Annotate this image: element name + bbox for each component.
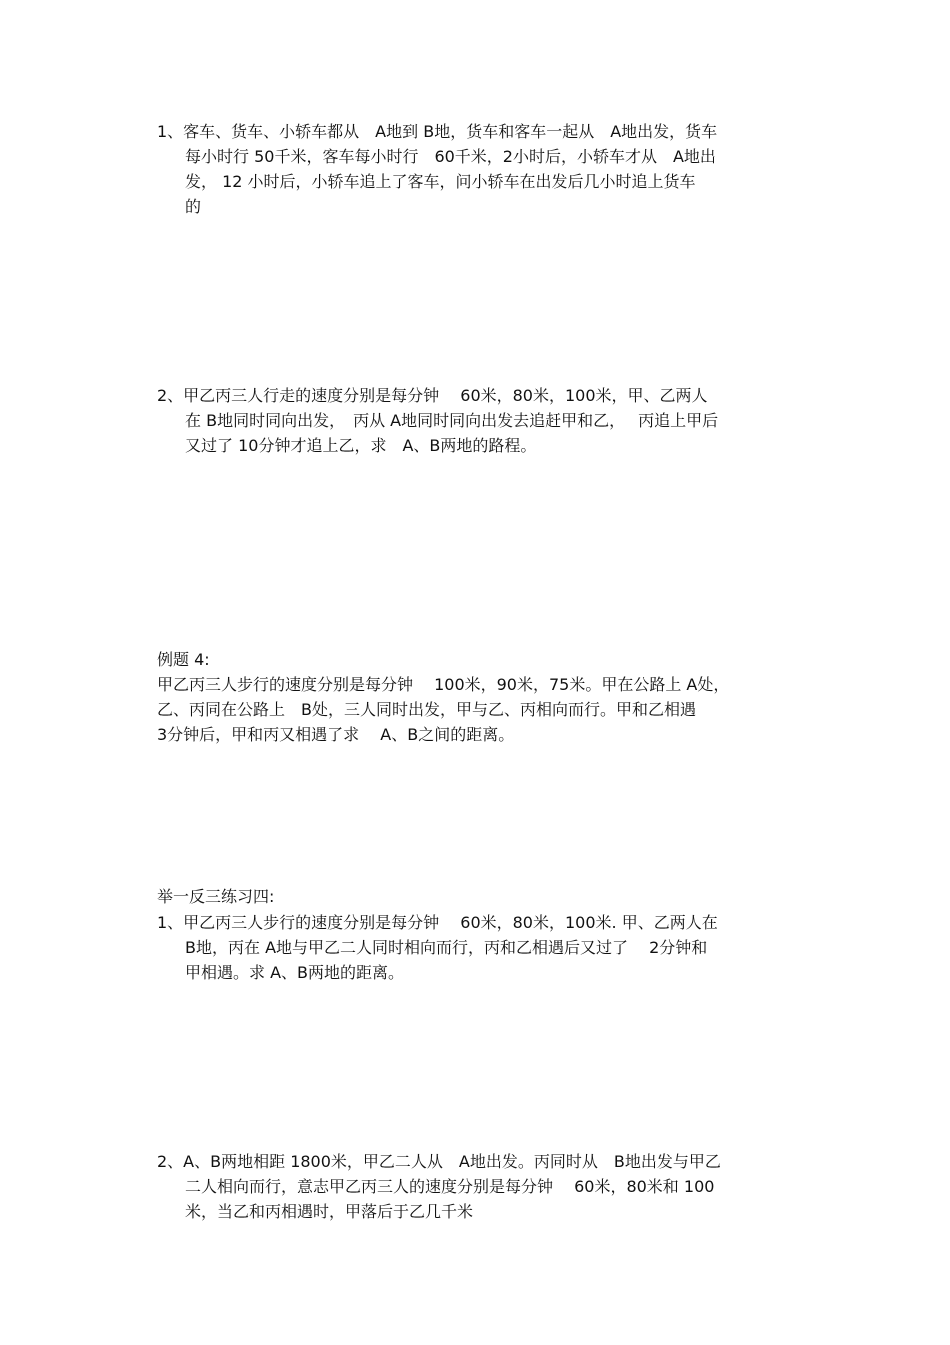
practice-4-q2-line-2: 二人相向而行，意志甲乙丙三人的速度分别是每分钟 60米，80米和 100 [185,1177,715,1196]
example-4-line-3: 3分钟后，甲和丙又相遇了求 A、B之间的距离。 [157,725,515,744]
problem-2-line-3: 又过了 10分钟才追上乙，求 A、B两地的路程。 [185,436,537,455]
problem-2-line-2: 在 B地同时同向出发， 丙从 A地同时同向出发去追赶甲和乙， 丙追上甲后 [185,411,719,430]
example-4-line-1: 甲乙丙三人步行的速度分别是每分钟 100米，90米，75米。甲在公路上 A处， [157,675,730,694]
practice-4-q1-line-2: B地，丙在 A地与甲乙二人同时相向而行，丙和乙相遇后又过了 2分钟和 [185,938,708,957]
problem-1-line-1: 1、客车、货车、小轿车都从 A地到 B地，货车和客车一起从 A地出发，货车 [157,122,718,141]
practice-4-q1-line-1: 1、甲乙丙三人步行的速度分别是每分钟 60米，80米，100米. 甲、乙两人在 [157,913,718,932]
practice-4-q2-line-3: 米，当乙和丙相遇时，甲落后于乙几千米 [185,1202,474,1221]
problem-2 [157,383,807,458]
problem-1 [157,119,807,219]
practice-4-question-2 [157,1149,807,1224]
practice-4-q1-line-3: 甲相遇。求 A、B两地的距离。 [185,963,405,982]
practice-4-question-1 [157,910,807,985]
practice-4-q2-line-1: 2、A、B两地相距 1800米，甲乙二人从 A地出发。丙同时从 B地出发与甲乙 [157,1152,721,1171]
problem-1-line-4: 的 [185,197,202,216]
example-4-body [157,672,807,747]
practice-4-heading: 举一反三练习四: [157,887,275,906]
example-4-line-2: 乙、丙同在公路上 B处，三人同时出发，甲与乙、丙相向而行。甲和乙相遇 [157,700,696,719]
problem-1-line-3: 发， 12 小时后，小轿车追上了客车，问小轿车在出发后几小时追上货车 [185,172,696,191]
problem-1-line-2: 每小时行 50千米，客车每小时行 60千米，2小时后，小轿车才从 A地出 [185,147,716,166]
example-4-heading: 例题 4: [157,650,210,669]
problem-2-line-1: 2、甲乙丙三人行走的速度分别是每分钟 60米，80米，100米，甲、乙两人 [157,386,708,405]
